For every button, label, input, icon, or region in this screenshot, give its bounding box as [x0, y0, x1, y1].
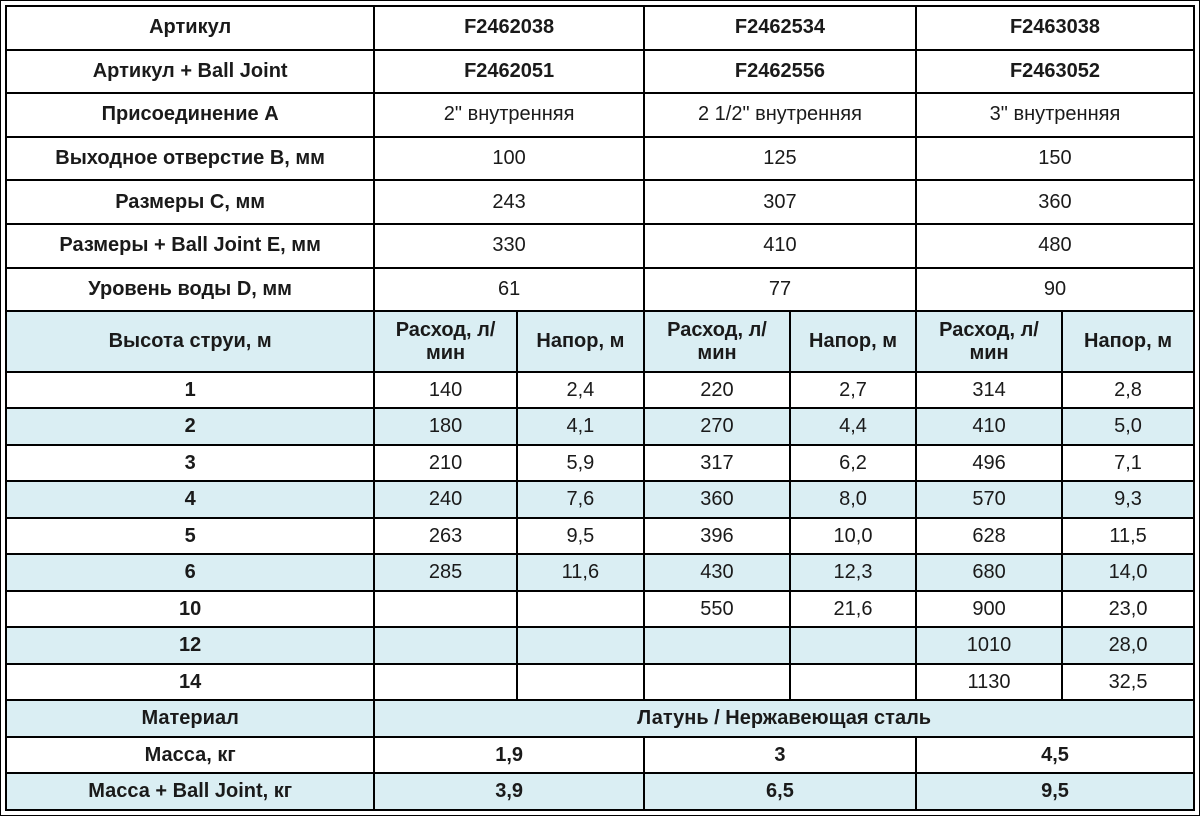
head-cell: 11,5	[1062, 518, 1194, 554]
mass-bj-cell: 9,5	[916, 773, 1194, 810]
flow-cell: 240	[374, 481, 517, 517]
head-cell: 6,2	[790, 445, 916, 481]
jet-height-cell: 14	[6, 664, 374, 700]
flow-cell: 285	[374, 554, 517, 590]
head-cell: 2,4	[517, 372, 644, 408]
head-cell: 9,3	[1062, 481, 1194, 517]
article-cell: F2462556	[644, 50, 916, 94]
jet-row-4	[6, 481, 1194, 517]
mass-bj-cell: 6,5	[644, 773, 916, 810]
flow-cell	[374, 627, 517, 663]
jet-height-cell: 6	[6, 554, 374, 590]
article-cell: F2462051	[374, 50, 644, 94]
flow-cell: 680	[916, 554, 1062, 590]
mass-row	[6, 737, 1194, 773]
value-cell: 360	[916, 180, 1194, 224]
flow-cell: 270	[644, 408, 790, 444]
row-label: Артикул + Ball Joint	[6, 50, 374, 94]
table-row-article	[6, 6, 1194, 50]
table-row-article-balljoint	[6, 50, 1194, 94]
head-cell: 5,0	[1062, 408, 1194, 444]
material-value-cell: Латунь / Нержавеющая сталь	[374, 700, 1194, 736]
flow-header: Расход, л/мин	[374, 311, 517, 372]
article-cell: F2463038	[916, 6, 1194, 50]
head-cell: 32,5	[1062, 664, 1194, 700]
jet-header-row	[6, 311, 1194, 372]
head-cell: 7,1	[1062, 445, 1194, 481]
row-label: Масса + Ball Joint, кг	[6, 773, 374, 810]
head-cell	[790, 627, 916, 663]
flow-cell: 430	[644, 554, 790, 590]
value-cell: 100	[374, 137, 644, 181]
flow-cell	[644, 664, 790, 700]
flow-cell: 396	[644, 518, 790, 554]
head-cell: 12,3	[790, 554, 916, 590]
head-cell: 4,1	[517, 408, 644, 444]
flow-cell: 550	[644, 591, 790, 627]
table-row-connection	[6, 93, 1194, 137]
value-cell: 150	[916, 137, 1194, 181]
flow-header: Расход, л/мин	[916, 311, 1062, 372]
row-label: Материал	[6, 700, 374, 736]
jet-height-cell: 3	[6, 445, 374, 481]
article-cell: F2462038	[374, 6, 644, 50]
flow-cell: 570	[916, 481, 1062, 517]
value-cell: 330	[374, 224, 644, 268]
row-label: Размеры + Ball Joint Е, мм	[6, 224, 374, 268]
head-cell: 21,6	[790, 591, 916, 627]
flow-cell: 220	[644, 372, 790, 408]
flow-cell: 360	[644, 481, 790, 517]
head-cell	[790, 664, 916, 700]
head-cell: 10,0	[790, 518, 916, 554]
value-cell: 2" внутренняя	[374, 93, 644, 137]
jet-row-6	[6, 554, 1194, 590]
head-cell	[517, 664, 644, 700]
head-header: Напор, м	[517, 311, 644, 372]
table-row-size-e	[6, 224, 1194, 268]
row-label: Присоединение А	[6, 93, 374, 137]
head-cell: 23,0	[1062, 591, 1194, 627]
jet-height-cell: 10	[6, 591, 374, 627]
article-cell: F2463052	[916, 50, 1194, 94]
flow-cell: 317	[644, 445, 790, 481]
flow-cell: 210	[374, 445, 517, 481]
jet-row-2	[6, 408, 1194, 444]
value-cell: 410	[644, 224, 916, 268]
jet-row-10	[6, 591, 1194, 627]
table-row-water-level	[6, 268, 1194, 312]
jet-height-cell: 4	[6, 481, 374, 517]
flow-cell: 1130	[916, 664, 1062, 700]
head-cell: 2,8	[1062, 372, 1194, 408]
flow-cell: 410	[916, 408, 1062, 444]
jet-height-cell: 5	[6, 518, 374, 554]
table-row-outlet	[6, 137, 1194, 181]
flow-header: Расход, л/мин	[644, 311, 790, 372]
jet-row-1	[6, 372, 1194, 408]
mass-cell: 1,9	[374, 737, 644, 773]
flow-cell: 140	[374, 372, 517, 408]
head-cell: 8,0	[790, 481, 916, 517]
flow-cell: 628	[916, 518, 1062, 554]
head-cell: 2,7	[790, 372, 916, 408]
mass-cell: 3	[644, 737, 916, 773]
flow-cell: 314	[916, 372, 1062, 408]
flow-cell	[374, 591, 517, 627]
head-cell	[517, 627, 644, 663]
value-cell: 243	[374, 180, 644, 224]
row-label: Выходное отверстие В, мм	[6, 137, 374, 181]
flow-cell: 900	[916, 591, 1062, 627]
head-cell	[517, 591, 644, 627]
row-label: Размеры С, мм	[6, 180, 374, 224]
jet-row-14	[6, 664, 1194, 700]
value-cell: 480	[916, 224, 1194, 268]
mass-bj-cell: 3,9	[374, 773, 644, 810]
flow-cell	[644, 627, 790, 663]
head-cell: 5,9	[517, 445, 644, 481]
head-cell: 11,6	[517, 554, 644, 590]
article-cell: F2462534	[644, 6, 916, 50]
head-header: Напор, м	[1062, 311, 1194, 372]
mass-balljoint-row	[6, 773, 1194, 810]
value-cell: 61	[374, 268, 644, 312]
row-label: Артикул	[6, 6, 374, 50]
flow-cell: 496	[916, 445, 1062, 481]
jet-height-cell: 2	[6, 408, 374, 444]
jet-row-12	[6, 627, 1194, 663]
flow-cell	[374, 664, 517, 700]
head-cell: 7,6	[517, 481, 644, 517]
material-row	[6, 700, 1194, 736]
flow-cell: 263	[374, 518, 517, 554]
value-cell: 77	[644, 268, 916, 312]
value-cell: 125	[644, 137, 916, 181]
head-cell: 28,0	[1062, 627, 1194, 663]
jet-height-cell: 1	[6, 372, 374, 408]
jet-corner-header: Высота струи, м	[6, 311, 374, 372]
jet-height-cell: 12	[6, 627, 374, 663]
table-row-size-c	[6, 180, 1194, 224]
head-cell: 4,4	[790, 408, 916, 444]
product-spec-table	[5, 5, 1195, 811]
value-cell: 3" внутренняя	[916, 93, 1194, 137]
head-cell: 9,5	[517, 518, 644, 554]
jet-row-3	[6, 445, 1194, 481]
mass-cell: 4,5	[916, 737, 1194, 773]
value-cell: 90	[916, 268, 1194, 312]
flow-cell: 180	[374, 408, 517, 444]
row-label: Масса, кг	[6, 737, 374, 773]
value-cell: 307	[644, 180, 916, 224]
value-cell: 2 1/2" внутренняя	[644, 93, 916, 137]
head-cell: 14,0	[1062, 554, 1194, 590]
row-label: Уровень воды D, мм	[6, 268, 374, 312]
flow-cell: 1010	[916, 627, 1062, 663]
jet-row-5	[6, 518, 1194, 554]
head-header: Напор, м	[790, 311, 916, 372]
